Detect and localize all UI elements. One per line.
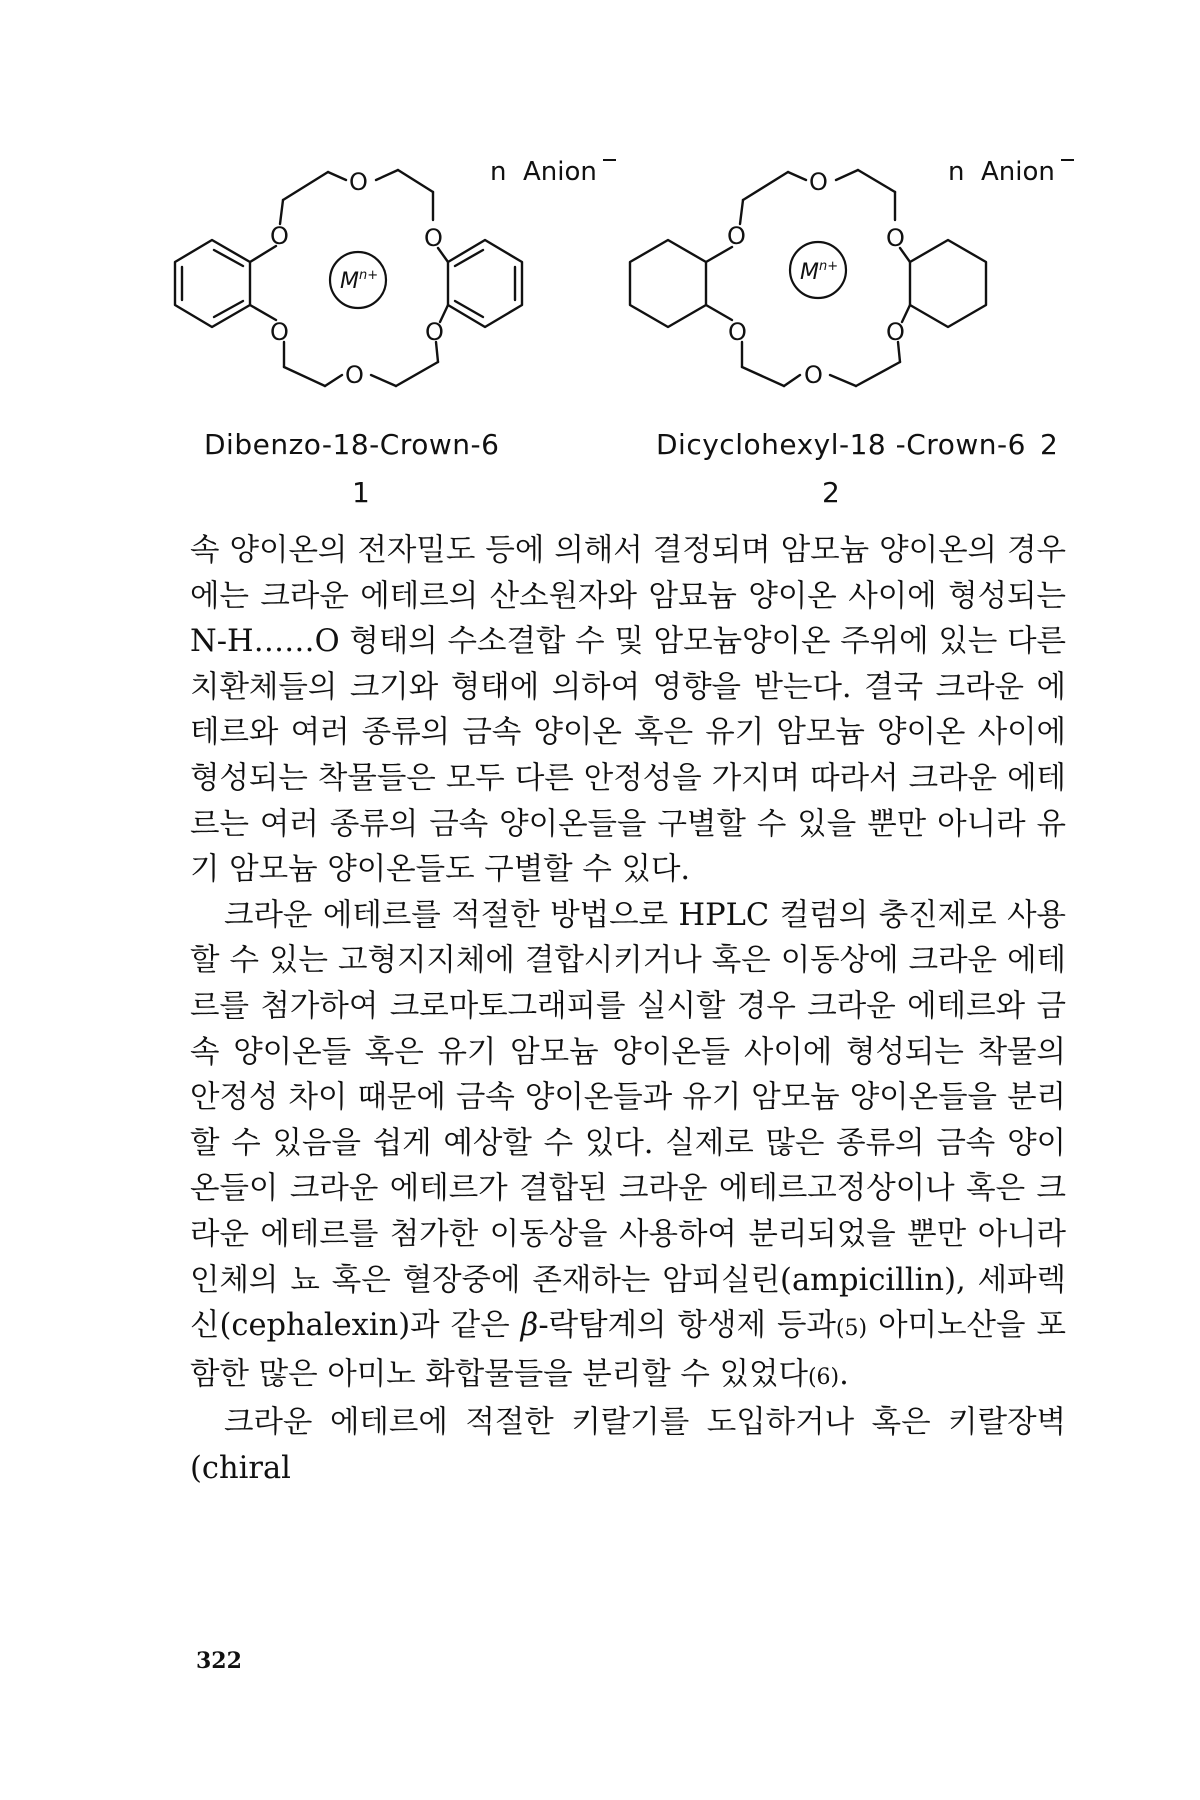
left-oxygen-label: O: [270, 318, 289, 346]
right-oxygen-label: O: [886, 224, 905, 252]
right-oxygen-label: O: [727, 222, 746, 250]
paragraph-2: [190, 893, 1066, 1401]
body-text: [190, 528, 1066, 1491]
left-oxygen-label: O: [425, 318, 444, 346]
paragraph-2-part-d: .: [839, 1356, 849, 1392]
paragraph-1: [190, 528, 1066, 893]
right-oxygen-label: O: [809, 168, 828, 196]
reference-6: (6): [807, 1364, 840, 1390]
crown-ether-structures: [0, 0, 1200, 520]
paragraph-1-text: 속 양이온의 전자밀도 등에 의해서 결정되며 암모늄 양이온의 경우에는 크라운 에테르의 산소원자와 암묘늄 양이온 사이에 형성되는 N-H……O 형태의 수소결합 수 및 암모늄양이온 주위에 있는 다른 치환체들의 크기와 형태에 의하여 영향을 받는다. 결국 크라운 에테르와 여러 종류의 금속 양이온 혹은 유기 암모늄 양이온 사이에 형성되는 착물들은 모두 다른 안정성을 가지며 따라서 크라운 에테르는 여러 종류의 금속 양이온들을 구별할 수 있을 뿐만 아니라 유기 암모늄 양이온들도 구별할 수 있다.: [190, 533, 1066, 888]
paragraph-3: [190, 1400, 1066, 1491]
right-anion-label: n Anion: [948, 157, 1055, 187]
paragraph-2-part-a: 크라운 에테르를 적절한 방법으로 HPLC 컬럼의 충진제로 사용할 수 있는 고형지지체에 결합시키거나 혹은 이동상에 크라운 에테르를 첨가하여 크로마토그래피를 실시할 경우 크라운 에테르와 금속 양이온들 혹은 유기 암모늄 양이온들 사이에 형성되는 착물의 안정성 차이 때문에 금속 양이온들과 유기 암모늄 양이온들을 분리할 수 있음을 쉽게 예상할 수 있다. 실제로 많은 종류의 금속 양이온들이 크라운 에테르가 결합된 크라운 에테르고정상이나 혹은 크라운 에테르를 첨가한 이동상을 사용하여 분리되었을 뿐만 아니라 인체의 뇨 혹은 혈장중에 존재하는 암피실린(ampicillin), 세파렉신(cephalexin)과 같은: [190, 897, 1066, 1344]
right-oxygen-label: O: [804, 361, 823, 389]
right-oxygen-label: O: [886, 318, 905, 346]
paragraph-2-part-b: -락탐계의 항생제 등과: [538, 1308, 836, 1344]
right-oxygen-label: O: [728, 318, 747, 346]
paragraph-2-part-c: 아미노산을 포함한 많은 아미노 화합물들을 분리할 수 있었다: [190, 1308, 1066, 1392]
left-oxygen-label: O: [345, 361, 364, 389]
right-compound-name-suffix: 2: [1040, 428, 1058, 461]
left-oxygen-label: O: [349, 168, 368, 196]
left-compound-name: Dibenzo-18-Crown-6: [204, 428, 500, 461]
left-metal-label: $M^{n+}$: [340, 268, 379, 294]
left-compound-number: 1: [352, 476, 370, 509]
paragraph-3-text: 크라운 에테르에 적절한 키랄기를 도입하거나 혹은 키랄장벽(chiral: [190, 1405, 1066, 1486]
beta-symbol: β: [520, 1308, 539, 1344]
right-compound-name: Dicyclohexyl-18 -Crown-6: [656, 428, 1026, 461]
left-oxygen-label: O: [424, 224, 443, 252]
paragraph-2-text: [190, 893, 1066, 1401]
page-number: 322: [196, 1648, 242, 1674]
right-metal-label: $M^{n+}$: [800, 259, 839, 285]
left-oxygen-label: O: [270, 222, 289, 250]
right-compound-number: 2: [822, 476, 840, 509]
reference-5: (5): [835, 1316, 868, 1342]
left-anion-label: n Anion: [490, 157, 597, 187]
